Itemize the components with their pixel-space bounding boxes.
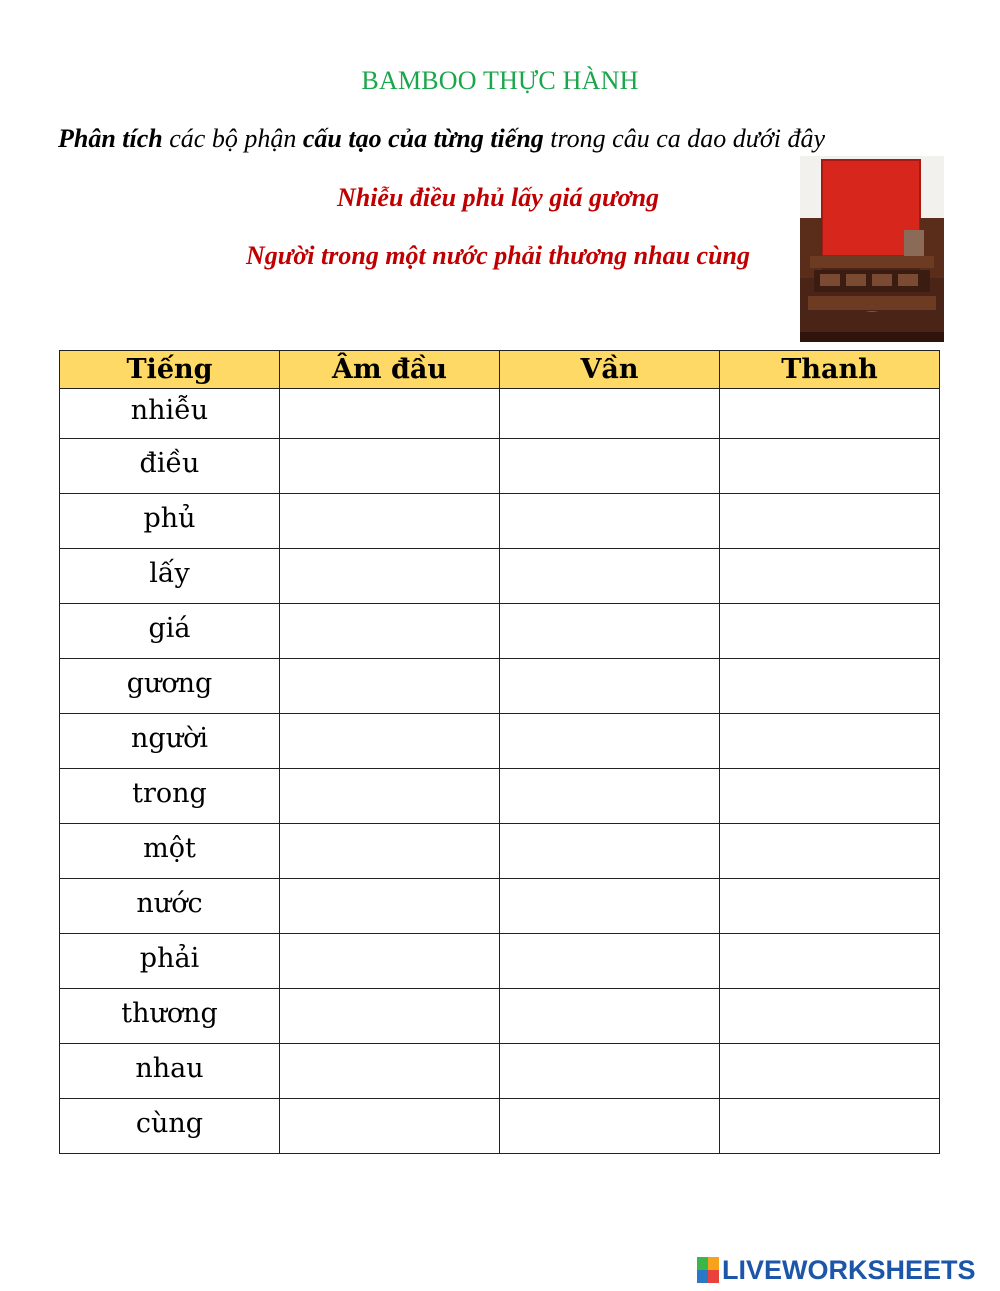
brand-name: LIVEWORKSHEETS: [722, 1254, 976, 1285]
word-cell: điều: [60, 439, 280, 494]
word-cell: người: [60, 714, 280, 769]
word-cell: nhiễu: [60, 389, 280, 439]
word-cell: cùng: [60, 1099, 280, 1154]
van-answer-cell[interactable]: [500, 714, 720, 769]
instruction-emphasis-2: cấu tạo của từng tiếng: [302, 124, 544, 153]
table-row: [60, 934, 940, 989]
van-answer-cell[interactable]: [500, 494, 720, 549]
thanh-answer-cell[interactable]: [720, 824, 940, 879]
van-answer-cell[interactable]: [500, 549, 720, 604]
van-answer-cell[interactable]: [500, 824, 720, 879]
table-row: [60, 494, 940, 549]
am-dau-answer-cell[interactable]: [280, 549, 500, 604]
am-dau-answer-cell[interactable]: [280, 989, 500, 1044]
am-dau-answer-cell[interactable]: [280, 604, 500, 659]
thanh-answer-cell[interactable]: [720, 769, 940, 824]
header-am-dau: Âm đầu: [280, 351, 500, 389]
table-row: [60, 714, 940, 769]
van-answer-cell[interactable]: [500, 879, 720, 934]
table-header-row: [60, 351, 940, 389]
word-cell: nhau: [60, 1044, 280, 1099]
thanh-answer-cell[interactable]: [720, 549, 940, 604]
table-row: [60, 659, 940, 714]
am-dau-answer-cell[interactable]: [280, 1099, 500, 1154]
van-answer-cell[interactable]: [500, 934, 720, 989]
am-dau-answer-cell[interactable]: [280, 879, 500, 934]
thanh-answer-cell[interactable]: [720, 1044, 940, 1099]
table-row: [60, 1099, 940, 1154]
word-cell: trong: [60, 769, 280, 824]
logo-square-red: [708, 1270, 719, 1283]
table-row: [60, 549, 940, 604]
van-answer-cell[interactable]: [500, 769, 720, 824]
logo-square-orange: [708, 1257, 719, 1270]
van-answer-cell[interactable]: [500, 389, 720, 439]
van-answer-cell[interactable]: [500, 989, 720, 1044]
word-cell: phủ: [60, 494, 280, 549]
logo-square-blue: [697, 1270, 708, 1283]
thanh-answer-cell[interactable]: [720, 494, 940, 549]
thanh-answer-cell[interactable]: [720, 439, 940, 494]
header-thanh: Thanh: [720, 351, 940, 389]
thanh-answer-cell[interactable]: [720, 604, 940, 659]
instruction-plain-1: các bộ phận: [162, 124, 303, 153]
word-cell: một: [60, 824, 280, 879]
thanh-answer-cell[interactable]: [720, 714, 940, 769]
analysis-table: [59, 350, 940, 1154]
verse-line-2: Người trong một nước phải thương nhau cùng: [245, 241, 750, 270]
am-dau-answer-cell[interactable]: [280, 659, 500, 714]
thanh-answer-cell[interactable]: [720, 879, 940, 934]
logo-square-green: [697, 1257, 708, 1270]
thanh-answer-cell[interactable]: [720, 659, 940, 714]
table-row: [60, 989, 940, 1044]
thanh-answer-cell[interactable]: [720, 989, 940, 1044]
am-dau-answer-cell[interactable]: [280, 494, 500, 549]
thanh-answer-cell[interactable]: [720, 1099, 940, 1154]
table-row: [60, 604, 940, 659]
verse-line-1: Nhiễu điều phủ lấy giá gương: [336, 183, 660, 212]
table-row: [60, 879, 940, 934]
van-answer-cell[interactable]: [500, 604, 720, 659]
header-tieng: Tiếng: [60, 351, 280, 389]
table-row: [60, 389, 940, 439]
am-dau-answer-cell[interactable]: [280, 824, 500, 879]
word-cell: thương: [60, 989, 280, 1044]
am-dau-answer-cell[interactable]: [280, 1044, 500, 1099]
liveworksheets-logo-icon: [697, 1257, 719, 1283]
mirror-stand-photo: [800, 156, 944, 342]
worksheet-title: BAMBOO THỰC HÀNH: [361, 66, 639, 95]
am-dau-answer-cell[interactable]: [280, 769, 500, 824]
liveworksheets-brand[interactable]: [697, 1255, 976, 1285]
thanh-answer-cell[interactable]: [720, 389, 940, 439]
thanh-answer-cell[interactable]: [720, 934, 940, 989]
instruction-plain-2: trong câu ca dao dưới đây: [543, 124, 826, 153]
am-dau-answer-cell[interactable]: [280, 934, 500, 989]
am-dau-answer-cell[interactable]: [280, 714, 500, 769]
table-row: [60, 824, 940, 879]
word-cell: lấy: [60, 549, 280, 604]
instruction-text: [58, 124, 825, 154]
table-row: [60, 1044, 940, 1099]
van-answer-cell[interactable]: [500, 1044, 720, 1099]
van-answer-cell[interactable]: [500, 659, 720, 714]
word-cell: gương: [60, 659, 280, 714]
word-cell: nước: [60, 879, 280, 934]
table-row: [60, 439, 940, 494]
word-cell: phải: [60, 934, 280, 989]
header-van: Vần: [500, 351, 720, 389]
table-row: [60, 769, 940, 824]
instruction-emphasis-1: Phân tích: [58, 124, 163, 153]
van-answer-cell[interactable]: [500, 1099, 720, 1154]
am-dau-answer-cell[interactable]: [280, 439, 500, 494]
am-dau-answer-cell[interactable]: [280, 389, 500, 439]
van-answer-cell[interactable]: [500, 439, 720, 494]
word-cell: giá: [60, 604, 280, 659]
